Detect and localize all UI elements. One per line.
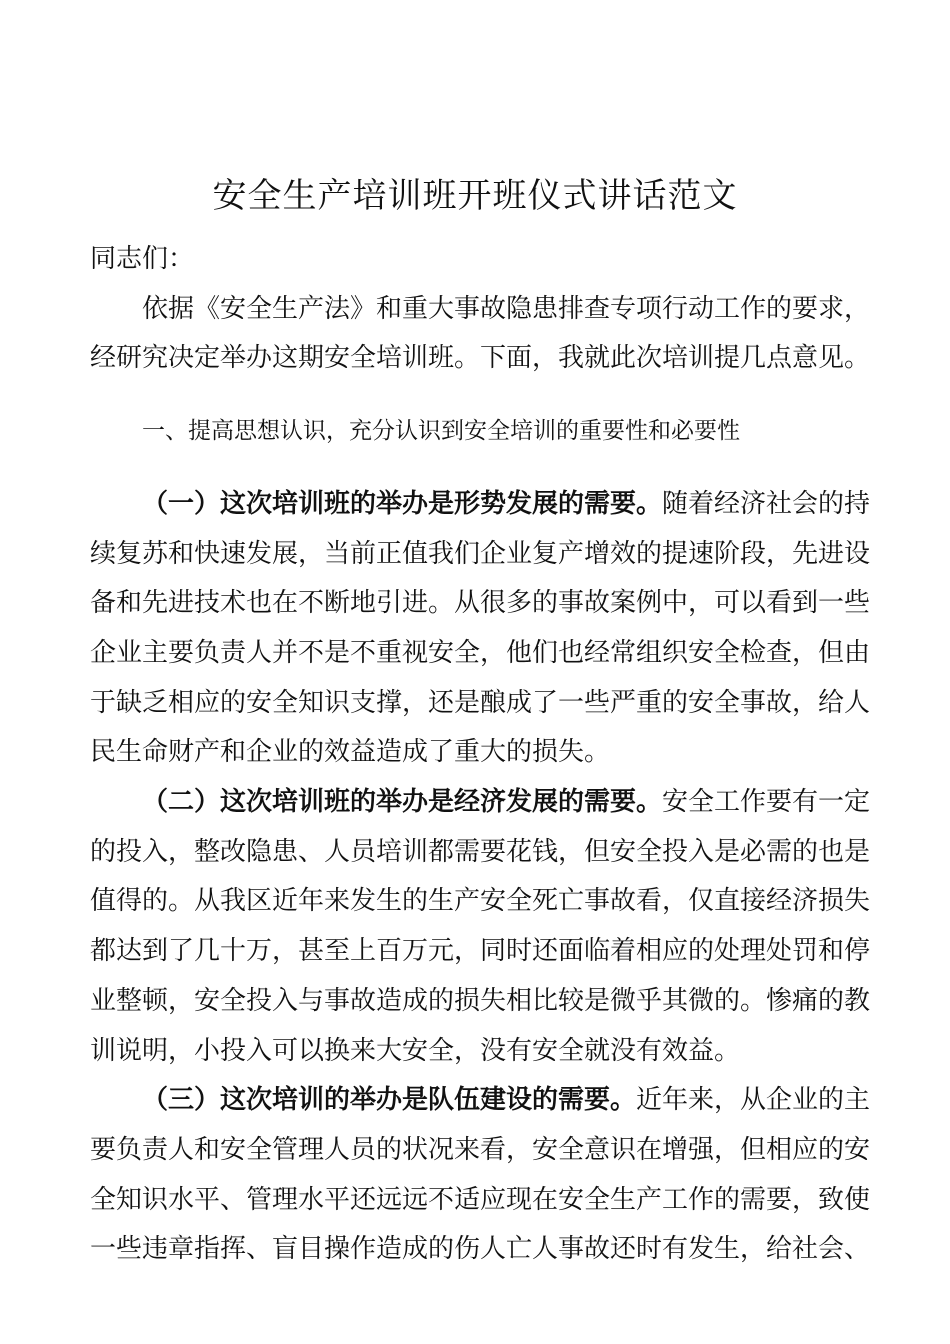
intro-line: 依据《安全生产法》和重大事故隐患排查专项行动工作的要求，: [142, 293, 871, 324]
point-line: 的投入，整改隐患、人员培训都需要花钱，但安全投入是必需的也是: [90, 836, 871, 867]
point-first-line: [90, 1076, 871, 1126]
point-text: 近年来，从企业的主: [636, 1085, 871, 1116]
section-heading: 一、提高思想认识，充分认识到安全培训的重要性和必要性: [142, 418, 740, 445]
point-line: 企业主要负责人并不是不重视安全，他们也经常组织安全检查，但由: [90, 637, 871, 668]
point-line: 业整顿，安全投入与事故造成的损失相比较是微乎其微的。惨痛的教: [90, 985, 871, 1016]
point-first-line: [90, 778, 871, 828]
point-first-line: [90, 480, 871, 530]
point-line: 训说明，小投入可以换来大安全，没有安全就没有效益。: [90, 1035, 741, 1066]
point-bold-lead: （一）这次培训班的举办是形势发展的需要。: [142, 488, 663, 519]
point-line: 一些违章指挥、盲目操作造成的伤人亡人事故还时有发生，给社会、: [90, 1234, 871, 1265]
point-line: 全知识水平、管理水平还远远不适应现在安全生产工作的需要，致使: [90, 1184, 871, 1215]
salutation: 同志们：: [90, 244, 195, 274]
point-line: 于缺乏相应的安全知识支撑，还是酿成了一些严重的安全事故，给人: [90, 687, 871, 718]
point-line: 要负责人和安全管理人员的状况来看，安全意识在增强，但相应的安: [90, 1134, 871, 1165]
point-line: 民生命财产和企业的效益造成了重大的损失。: [90, 737, 611, 768]
intro-line: 经研究决定举办这期安全培训班。下面，我就此次培训提几点意见。: [90, 343, 871, 374]
document-title: 安全生产培训班开班仪式讲话范文: [212, 176, 738, 216]
point-line: 备和先进技术也在不断地引进。从很多的事故案例中，可以看到一些: [90, 588, 871, 619]
point-line: 都达到了几十万，甚至上百万元，同时还面临着相应的处理处罚和停: [90, 936, 871, 967]
document-body: [90, 235, 871, 1275]
point-bold-lead: （二）这次培训班的举办是经济发展的需要。: [142, 787, 663, 818]
point-text: 安全工作要有一定: [662, 787, 871, 818]
point-text: 随着经济社会的持: [662, 488, 871, 519]
point-line: 值得的。从我区近年来发生的生产安全死亡事故看，仅直接经济损失: [90, 886, 871, 917]
point-bold-lead: （三）这次培训的举办是队伍建设的需要。: [142, 1085, 637, 1116]
point-line: 续复苏和快速发展，当前正值我们企业复产增效的提速阶段，先进设: [90, 538, 871, 569]
